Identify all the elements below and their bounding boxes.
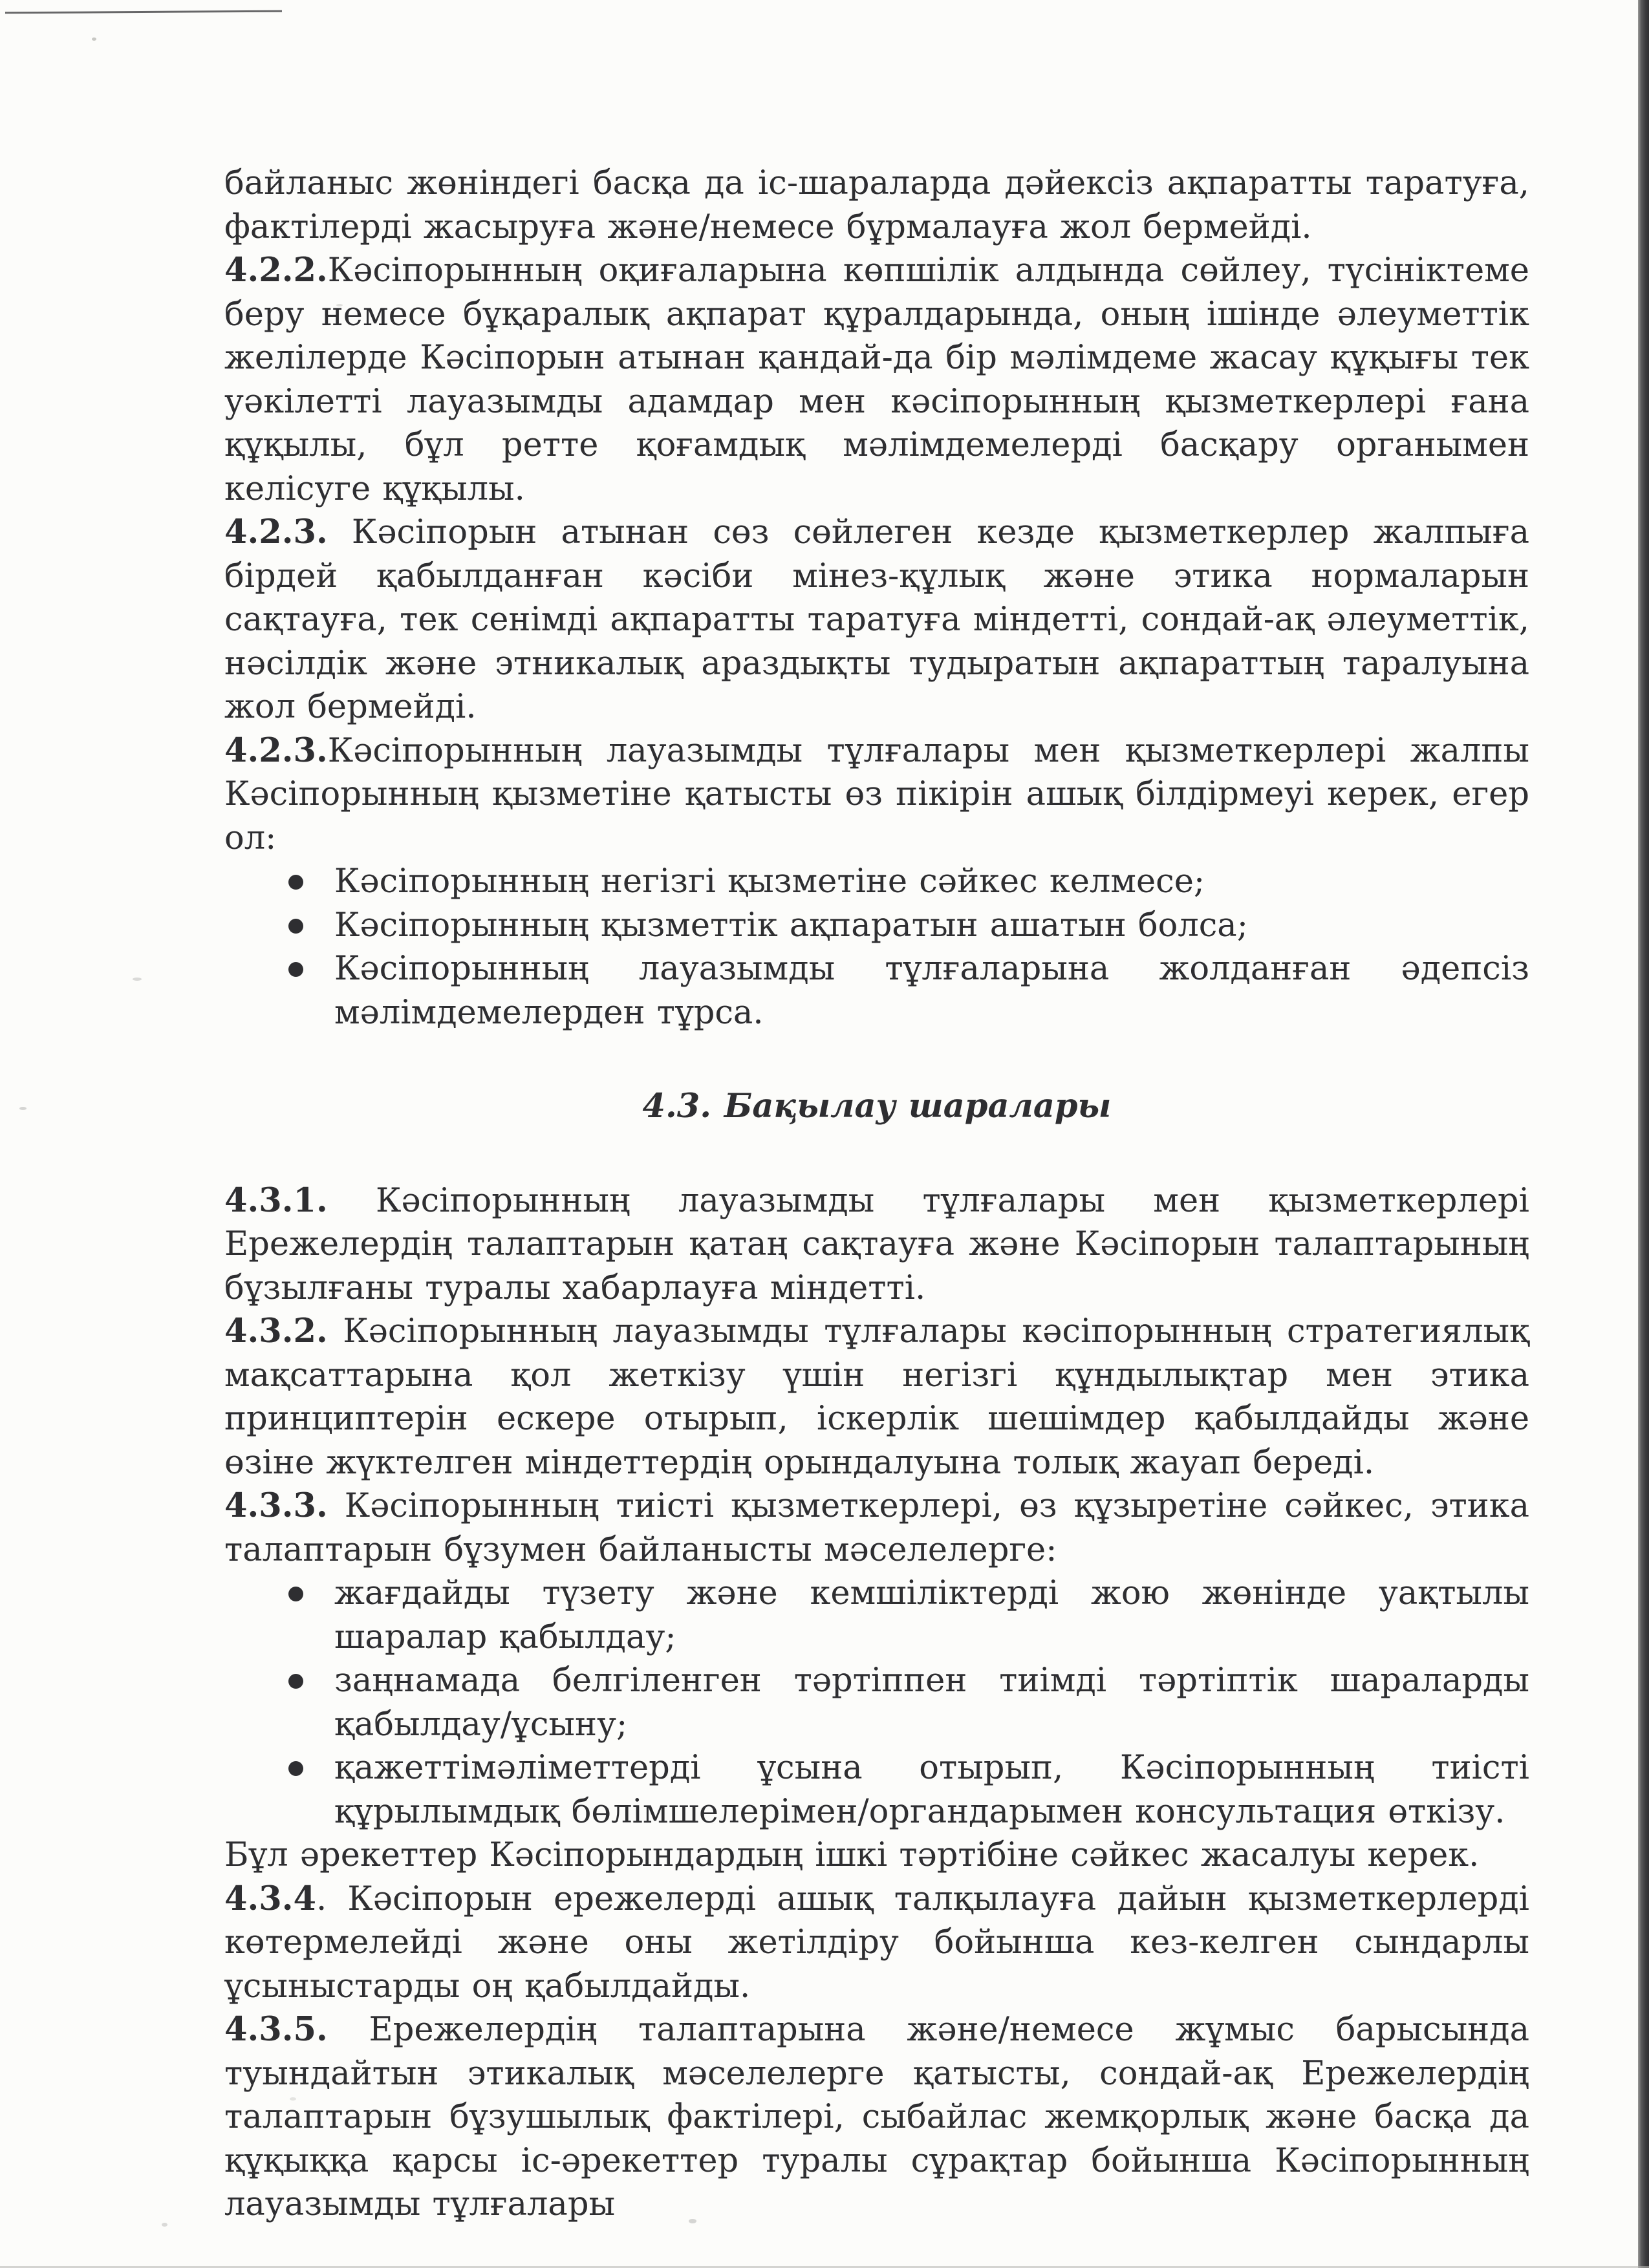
clause-number: 4.3.1.	[224, 1181, 328, 1220]
bullet-list	[224, 860, 1529, 1034]
paragraph	[224, 1834, 1529, 1878]
bullet-icon	[288, 919, 303, 934]
paragraph	[224, 1310, 1529, 1484]
paragraph	[224, 1484, 1529, 1572]
paragraph-text: Бұл әрекеттер Кәсіпорындардың ішкі тәртібіне сәйкес жасалуы керек.	[224, 1836, 1480, 1874]
paragraph	[224, 729, 1529, 861]
paragraph-text: . Кәсіпорын ережелерді ашық талқылауға дайын қызметкерлерді көтермелейді және оны жетілдіру бойынша кез-келген сындарлы ұсыныстарды оң қабылдайды.	[224, 1879, 1529, 2006]
list-item	[224, 904, 1529, 948]
paragraph-text: Кәсіпорынның лауазымды тұлғалары мен қызметкерлері Ережелердің талаптарын қатаң сақтауға және Кәсіпорын талаптарының бұзылғаны туралы хабарлауға міндетті.	[224, 1181, 1529, 1307]
paragraph-text: Кәсіпорынның оқиғаларына көпшілік алдында сөйлеу, түсініктеме беру немесе бұқаралық ақпарат құралдарында, оның ішінде әлеуметтік желілерде Кәсіпорын атынан қандай-да бір мәлімдеме жасау құқығы тек уәкілетті лауазымды адамдар мен кәсіпорынның қызметкерлері ғана құқылы, бұл ретте қоғамдық мәлімдемелерді басқару органымен келісуге құқылы.	[224, 251, 1529, 508]
scan-artifact-topline	[5, 10, 282, 14]
list-item-text: жағдайды түзету және кемшіліктерді жою жөнінде уақтылы шаралар қабылдау;	[334, 1574, 1529, 1656]
text-content	[224, 162, 1529, 2227]
clause-number: 4.3.3.	[224, 1486, 328, 1525]
bullet-icon	[288, 1761, 303, 1776]
list-item	[224, 1572, 1529, 1659]
scan-artifact-right-edge	[1638, 0, 1649, 2268]
bullet-icon	[288, 1674, 303, 1689]
paragraph	[224, 511, 1529, 729]
bullet-list	[224, 1572, 1529, 1834]
paragraph-text: Ережелердің талаптарына және/немесе жұмыс барысында туындайтын этикалық мәселелерге қатысты, сондай-ақ Ережелердің талаптарын бұзушылық фактілері, сыбайлас жемқорлық және басқа да құқыққа қарсы іс-әрекеттер туралы сұрақтар бойынша Кәсіпорынның лауазымды тұлғалары	[224, 2011, 1529, 2223]
bullet-icon	[288, 875, 303, 890]
paragraph-text: Кәсіпорын атынан сөз сөйлеген кезде қызметкерлер жалпыға бірдей қабылданған кәсіби мінез-құлық және этика нормаларын сақтауға, тек сенімді ақпаратты таратуға міндетті, сондай-ақ әлеуметтік, нәсілдік және этникалық араздықты тудыратын ақпараттың таралуына жол бермейді.	[224, 513, 1529, 726]
scan-speck	[19, 1107, 27, 1110]
paragraph-text: Кәсіпорынның лауазымды тұлғалары мен қызметкерлері жалпы Кәсіпорынның қызметіне қатысты өз пікірін ашық білдірмеуі керек, егер ол:	[224, 731, 1529, 857]
bullet-icon	[288, 1587, 303, 1601]
paragraph-text: Кәсіпорынның лауазымды тұлғалары кәсіпорынның стратегиялық мақсаттарына қол жеткізу үшін негізгі құндылықтар мен этика принциптерін ескере отырып, іскерлік шешімдер қабылдайды және өзіне жүктелген міндеттердің орындалуына толық жауап береді.	[224, 1312, 1529, 1482]
scan-speck	[92, 37, 96, 41]
list-item-text: Кәсіпорынның лауазымды тұлғаларына жолданған әдепсіз мәлімдемелерден тұрса.	[334, 950, 1529, 1032]
paragraph	[224, 2008, 1529, 2227]
scan-speck	[133, 978, 142, 981]
clause-number: 4.2.3.	[224, 731, 328, 770]
paragraph	[224, 249, 1529, 511]
list-item-text: Кәсіпорынның қызметтік ақпаратын ашатын болса;	[334, 906, 1248, 945]
list-item-text: заңнамада белгіленген тәртіппен тиімді тәртіптік шараларды қабылдау/ұсыну;	[334, 1662, 1529, 1744]
list-item	[224, 1659, 1529, 1746]
paragraph	[224, 1878, 1529, 2009]
clause-number: 4.3.5.	[224, 2010, 328, 2049]
bullet-icon	[288, 962, 303, 977]
list-item	[224, 860, 1529, 904]
list-item	[224, 947, 1529, 1034]
scan-speck	[162, 2223, 167, 2227]
list-item-text: қажеттімәліметтерді ұсына отырып, Кәсіпорынның тиісті құрылымдық бөлімшелерімен/органдарымен консультация өткізу.	[334, 1749, 1529, 1831]
clause-number: 4.3.2.	[224, 1312, 328, 1351]
list-item	[224, 1746, 1529, 1834]
paragraph	[224, 162, 1529, 249]
clause-number: 4.2.3.	[224, 513, 328, 551]
paragraph-text: Кәсіпорынның тиісті қызметкерлері, өз құзыретіне сәйкес, этика талаптарын бұзумен байланысты мәселелерге:	[224, 1487, 1529, 1569]
list-item-text: Кәсіпорынның негізгі қызметіне сәйкес келмесе;	[334, 862, 1205, 901]
clause-number: 4.2.2.	[224, 251, 328, 290]
paragraph	[224, 1179, 1529, 1311]
paragraph-text: байланыс жөніндегі басқа да іс-шараларда дәйексіз ақпаратты таратуға, фактілерді жасыруға және/немесе бұрмалауға жол бермейді.	[224, 164, 1529, 246]
clause-number: 4.3.4	[224, 1879, 316, 1918]
section-heading: 4.3. Бақылау шаралары	[642, 1087, 1112, 1126]
